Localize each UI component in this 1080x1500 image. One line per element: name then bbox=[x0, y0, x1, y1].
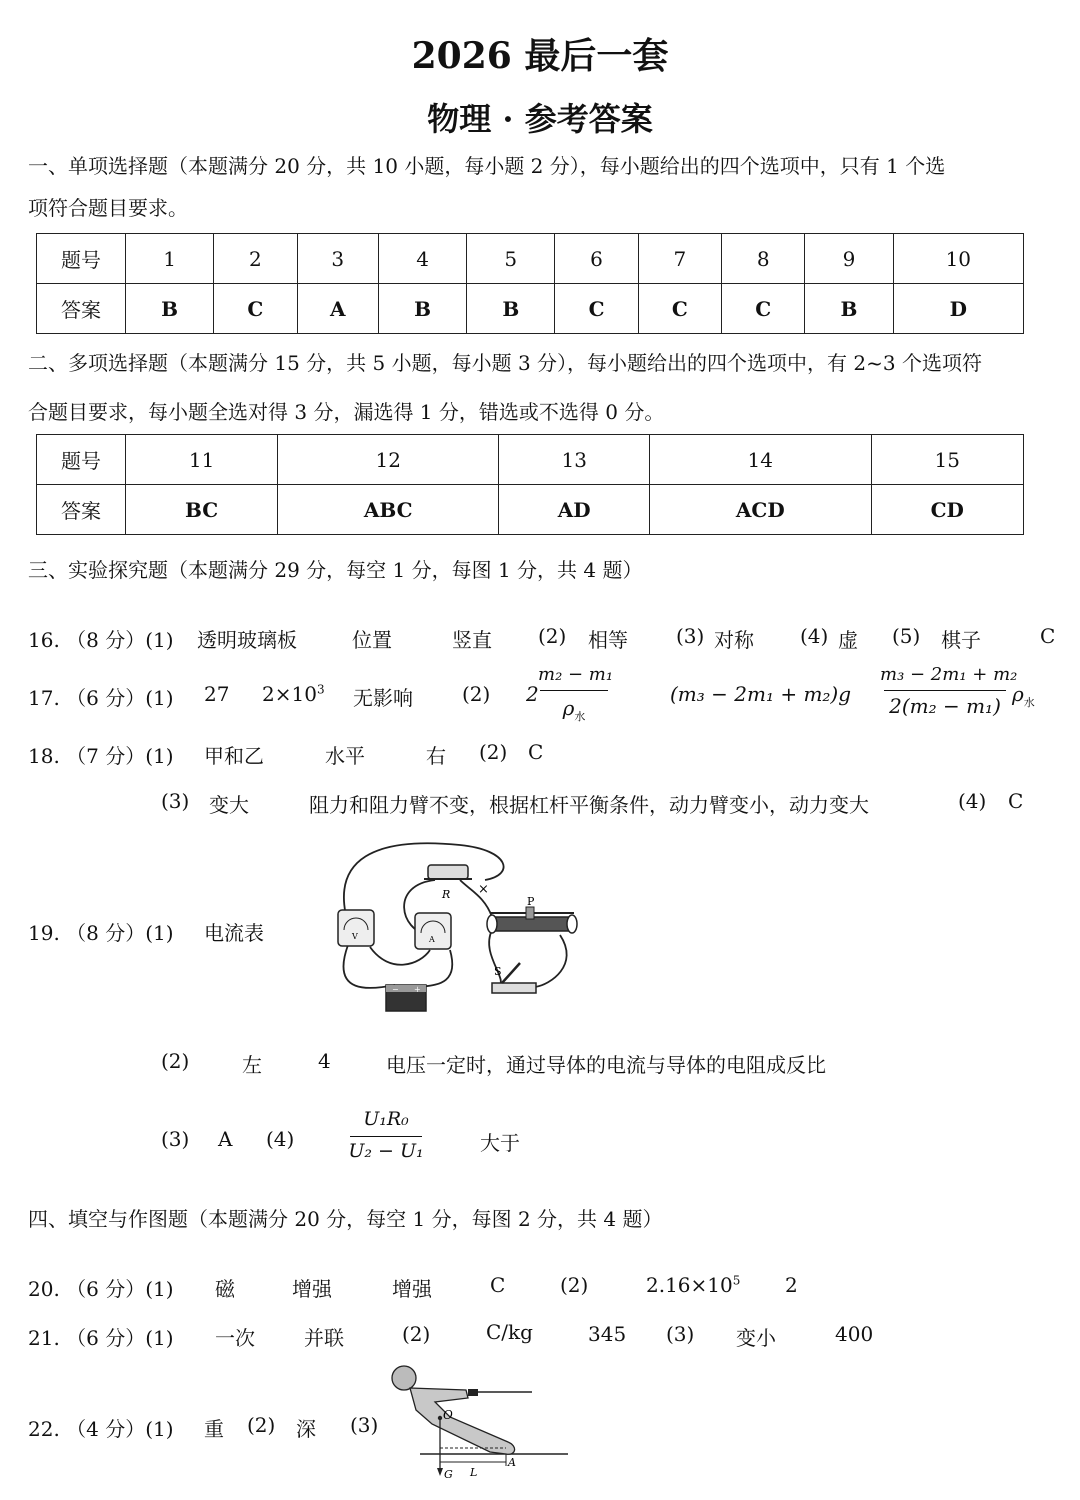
answer-cell: C bbox=[214, 284, 297, 334]
q18-part-label: (4) bbox=[958, 789, 987, 813]
label-A: A bbox=[508, 1456, 516, 1469]
arrow-head-icon bbox=[437, 1468, 443, 1476]
q16-answer: C bbox=[1040, 624, 1056, 648]
q19-part-label: (3) bbox=[161, 1127, 190, 1151]
section1-answer-table bbox=[36, 233, 1024, 334]
section1-instructions-line1: 一、单项选择题（本题满分 20 分，共 10 小题，每小题 2 分），每小题给出的四个选项中，只有 1 个选 bbox=[28, 154, 946, 178]
row-label-question: 题号 bbox=[37, 435, 126, 485]
answer-cell: AD bbox=[499, 485, 650, 535]
q17-answer-sci bbox=[262, 682, 325, 706]
q20-part-label: (2) bbox=[560, 1273, 589, 1297]
q20-number: 20. （6 分）(1) bbox=[28, 1277, 174, 1301]
answer-cell: A bbox=[297, 284, 378, 334]
q19-answer: 4 bbox=[318, 1049, 331, 1073]
q20-answer-sci bbox=[646, 1273, 740, 1297]
rheostat-end bbox=[487, 915, 497, 933]
switch-icon bbox=[492, 983, 536, 993]
row-label-answer: 答案 bbox=[37, 485, 126, 535]
rheostat-end bbox=[567, 915, 577, 933]
fraction-bar bbox=[540, 690, 608, 691]
hand-grip bbox=[468, 1389, 478, 1396]
label-P: P bbox=[527, 895, 535, 908]
answer-cell: B bbox=[467, 284, 555, 334]
q17-number: 17. （6 分）(1) bbox=[28, 686, 174, 710]
page-title: 2026 最后一套 bbox=[411, 35, 669, 77]
answer-cell: BC bbox=[126, 485, 278, 535]
subscript-water: 水 bbox=[1023, 696, 1035, 709]
q21-answer: 345 bbox=[588, 1322, 627, 1346]
q22-part-label: (2) bbox=[247, 1413, 276, 1437]
q20-answer: 增强 bbox=[292, 1277, 332, 1301]
head-icon bbox=[392, 1366, 416, 1390]
fraction-bar bbox=[884, 690, 1006, 691]
q20-sci-exp: 5 bbox=[732, 1273, 741, 1288]
wire bbox=[343, 945, 395, 988]
q18-part-label: (3) bbox=[161, 789, 190, 813]
label-R: R bbox=[442, 888, 451, 901]
label-G: G bbox=[444, 1468, 453, 1481]
rho-symbol: ρ bbox=[562, 696, 575, 720]
q17-answer: 无影响 bbox=[353, 686, 413, 710]
q17-formula2: (m₃ − 2m₁ + m₂)g bbox=[670, 682, 852, 706]
q17-formula3-numerator: m₃ − 2m₁ + m₂ bbox=[880, 664, 1018, 685]
row-label-answer: 答案 bbox=[37, 284, 126, 334]
q18-answer: 变大 bbox=[209, 793, 249, 817]
question-number: 11 bbox=[126, 435, 278, 485]
q18-answer: 阻力和阻力臂不变，根据杠杆平衡条件，动力臂变小，动力变大 bbox=[309, 793, 869, 817]
table-row bbox=[37, 485, 1024, 535]
q20-answer: 磁 bbox=[215, 1277, 235, 1301]
question-number: 6 bbox=[555, 234, 638, 284]
answer-cell: C bbox=[722, 284, 805, 334]
q21-answer: 并联 bbox=[304, 1326, 344, 1350]
resistor-icon bbox=[428, 865, 468, 879]
q16-answer: 透明玻璃板 bbox=[197, 628, 297, 652]
question-number: 9 bbox=[805, 234, 893, 284]
lever-body-diagram bbox=[380, 1362, 580, 1484]
question-number: 15 bbox=[871, 435, 1023, 485]
answer-cell: C bbox=[555, 284, 638, 334]
q16-answer: 相等 bbox=[588, 628, 628, 652]
q21-number: 21. （6 分）(1) bbox=[28, 1326, 174, 1350]
answer-cell: B bbox=[378, 284, 466, 334]
q16-answer: 棋子 bbox=[941, 628, 981, 652]
q17-part-label: (2) bbox=[462, 682, 491, 706]
q21-answer: 一次 bbox=[215, 1326, 255, 1350]
page-subtitle: 物理 · 参考答案 bbox=[427, 100, 653, 138]
q19-part-label: (2) bbox=[161, 1049, 190, 1073]
q19-number: 19. （8 分）(1) bbox=[28, 921, 174, 945]
q17-formula3-rho bbox=[1012, 682, 1035, 710]
q20-answer: C bbox=[490, 1273, 506, 1297]
q18-part-label: (2) bbox=[479, 740, 508, 764]
question-number: 3 bbox=[297, 234, 378, 284]
circuit-diagram bbox=[320, 835, 590, 1020]
q19-answer: 左 bbox=[242, 1053, 262, 1077]
subscript-water: 水 bbox=[574, 710, 586, 723]
section2-answer-table bbox=[36, 434, 1024, 535]
q17-answer: 27 bbox=[204, 682, 230, 706]
q16-answer: 竖直 bbox=[452, 628, 492, 652]
question-number: 10 bbox=[893, 234, 1023, 284]
q16-part-label: (5) bbox=[892, 624, 921, 648]
label-O: O bbox=[443, 1408, 453, 1422]
q16-part-label: (4) bbox=[800, 624, 829, 648]
q21-part-label: (3) bbox=[666, 1322, 695, 1346]
question-number: 14 bbox=[650, 435, 871, 485]
question-number: 12 bbox=[278, 435, 499, 485]
battery-plus: + bbox=[414, 985, 421, 994]
table-row bbox=[37, 234, 1024, 284]
question-number: 4 bbox=[378, 234, 466, 284]
battery-minus: − bbox=[392, 985, 399, 994]
q19-answer: 大于 bbox=[480, 1131, 520, 1155]
question-number: 5 bbox=[467, 234, 555, 284]
q19-formula-numerator: U₁R₀ bbox=[363, 1108, 409, 1130]
section3-heading: 三、实验探究题（本题满分 29 分，每空 1 分，每图 1 分，共 4 题） bbox=[28, 558, 643, 582]
label-A: A bbox=[429, 935, 435, 944]
q22-answer: 重 bbox=[204, 1417, 224, 1441]
row-label-question: 题号 bbox=[37, 234, 126, 284]
q18-answer: C bbox=[1008, 789, 1024, 813]
question-number: 13 bbox=[499, 435, 650, 485]
q20-answer: 2 bbox=[785, 1273, 798, 1297]
answer-cell: ABC bbox=[278, 485, 499, 535]
q19-answer: A bbox=[218, 1127, 233, 1151]
q22-part-label: (3) bbox=[350, 1413, 379, 1437]
q22-number: 22. （4 分）(1) bbox=[28, 1417, 174, 1441]
answer-cell: B bbox=[805, 284, 893, 334]
answer-cell: B bbox=[126, 284, 214, 334]
q17-formula1-coef: 2 bbox=[526, 682, 539, 706]
q19-answer: 电压一定时，通过导体的电流与导体的电阻成反比 bbox=[386, 1053, 826, 1077]
q17-formula1-denominator bbox=[538, 696, 610, 724]
cross-mark: × bbox=[478, 882, 489, 897]
q22-answer: 深 bbox=[296, 1417, 316, 1441]
q17-sci-exp: 3 bbox=[316, 682, 325, 697]
question-number: 8 bbox=[722, 234, 805, 284]
q21-part-label: (2) bbox=[402, 1322, 431, 1346]
rho-symbol: ρ bbox=[1012, 682, 1024, 706]
table-row bbox=[37, 435, 1024, 485]
answer-cell: C bbox=[638, 284, 721, 334]
label-V: V bbox=[352, 932, 358, 941]
q16-answer: 对称 bbox=[714, 628, 754, 652]
section4-heading: 四、填空与作图题（本题满分 20 分，每空 1 分，每图 2 分，共 4 题） bbox=[28, 1207, 663, 1231]
q16-answer: 虚 bbox=[838, 628, 858, 652]
q18-answer: 水平 bbox=[325, 744, 365, 768]
q17-formula1-numerator: m₂ − m₁ bbox=[538, 664, 614, 685]
q17-sci-base: 2×10 bbox=[262, 682, 317, 706]
q21-answer: 400 bbox=[835, 1322, 874, 1346]
answer-cell: ACD bbox=[650, 485, 871, 535]
body-figure-icon bbox=[410, 1388, 515, 1454]
q21-answer: 变小 bbox=[736, 1326, 776, 1350]
q20-answer: 增强 bbox=[392, 1277, 432, 1301]
fraction-bar bbox=[350, 1136, 422, 1137]
section1-instructions-line2: 项符合题目要求。 bbox=[28, 196, 188, 220]
q18-number: 18. （7 分）(1) bbox=[28, 744, 174, 768]
question-number: 2 bbox=[214, 234, 297, 284]
answer-cell: D bbox=[893, 284, 1023, 334]
label-S: S bbox=[494, 965, 502, 978]
q19-part-label: (4) bbox=[266, 1127, 295, 1151]
q16-answer: 位置 bbox=[352, 628, 392, 652]
answer-cell: CD bbox=[871, 485, 1023, 535]
slider-knob bbox=[526, 907, 534, 919]
q19-answer: 电流表 bbox=[204, 921, 264, 945]
wire bbox=[489, 930, 501, 987]
q21-answer: C/kg bbox=[486, 1320, 533, 1344]
question-number: 7 bbox=[638, 234, 721, 284]
q16-number: 16. （8 分）(1) bbox=[28, 628, 174, 652]
wire bbox=[535, 935, 567, 987]
q18-answer: 右 bbox=[426, 744, 446, 768]
label-L: L bbox=[470, 1466, 478, 1479]
section2-instructions-line2: 合题目要求，每小题全选对得 3 分，漏选得 1 分，错选或不选得 0 分。 bbox=[28, 400, 665, 424]
section2-instructions-line1: 二、多项选择题（本题满分 15 分，共 5 小题，每小题 3 分），每小题给出的四个选项中，有 2~3 个选项符 bbox=[28, 351, 982, 375]
q16-part-label: (3) bbox=[676, 624, 705, 648]
q16-part-label: (2) bbox=[538, 624, 567, 648]
question-number: 1 bbox=[126, 234, 214, 284]
q17-formula3-denominator: 2(m₂ − m₁) bbox=[889, 694, 1001, 718]
switch-lever bbox=[502, 963, 520, 983]
q20-sci-base: 2.16×10 bbox=[646, 1273, 733, 1297]
q18-answer: C bbox=[528, 740, 544, 764]
q19-formula-denominator: U₂ − U₁ bbox=[348, 1140, 424, 1162]
table-row bbox=[37, 284, 1024, 334]
q18-answer: 甲和乙 bbox=[204, 744, 264, 768]
